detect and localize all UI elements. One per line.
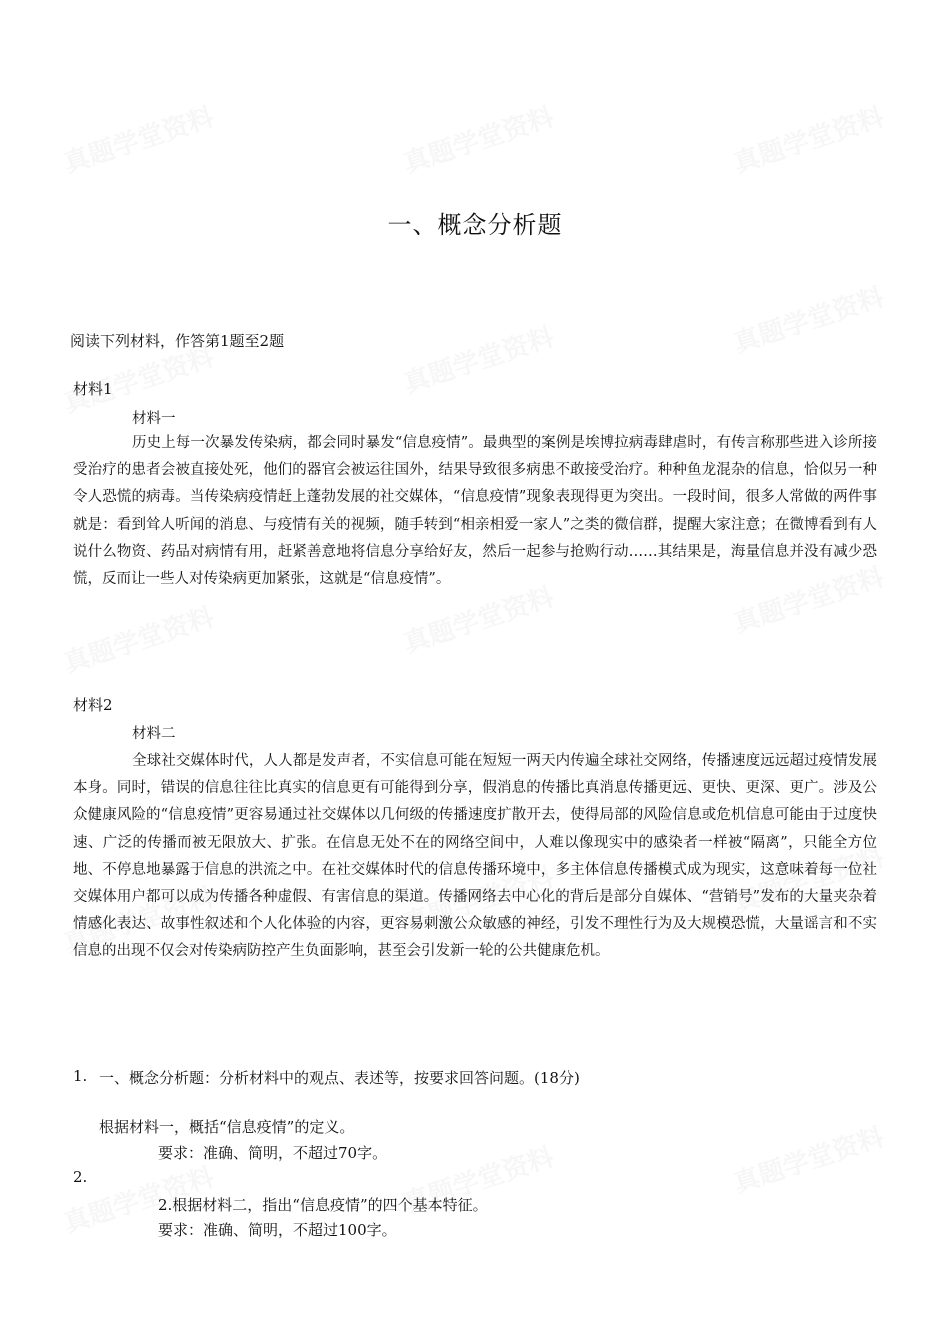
- material1-body: 历史上每一次暴发传染病，都会同时暴发“信息疫情”。最典型的案例是埃博拉病毒肆虐时，有传言称那些进入诊所接受治疗的患者会被直接处死，他们的器官会被运往国外，结果导致很多病患不敢接受治疗。种种鱼龙混杂的信息，恰似另一种令人恐慌的病毒。当传染病疫情赶上蓬勃发展的社交媒体，“信息疫情”现象表现得更为突出。一段时间，很多人常做的两件事就是：看到耸人听闻的消息、与疫情有关的视频，随手转到“相亲相爱一家人”之类的微信群，提醒大家注意；在微博看到有人说什么物资、药品对病情有用，赶紧善意地将信息分享给好友，然后一起参与抢购行动……其结果是，海量信息并没有减少恐慌，反而让一些人对传染病更加紧张，这就是“信息疫情”。: [73, 435, 877, 588]
- question1-prompt: 根据材料一，概括“信息疫情”的定义。: [99, 1118, 355, 1136]
- watermark-text: [728, 277, 888, 360]
- question1-number: 1.: [73, 1067, 88, 1085]
- watermark-text: [58, 597, 218, 680]
- material1-label: 材料1: [73, 380, 113, 398]
- watermark-text: [728, 1117, 888, 1200]
- watermark-text: [398, 97, 558, 180]
- question2-number: 2.: [73, 1168, 88, 1186]
- watermark-text: [728, 97, 888, 180]
- material1-subtitle: 材料一: [132, 411, 176, 427]
- material2-subtitle: 材料二: [132, 726, 176, 742]
- watermark-text: [398, 317, 558, 400]
- question1-requirement: 要求：准确、简明，不超过70字。: [158, 1144, 388, 1162]
- question2-requirement: 要求：准确、简明，不超过100字。: [158, 1221, 397, 1239]
- material2-body: 全球社交媒体时代，人人都是发声者，不实信息可能在短短一两天内传遍全球社交网络，传播速度远远超过疫情发展本身。同时，错误的信息往往比真实的信息更有可能得到分享，假消息的传播比真消息传播更远、更快、更深、更广。涉及公众健康风险的“信息疫情”更容易通过社交媒体以几何级的传播速度扩散开去，使得局部的风险信息或危机信息可能由于过度快速、广泛的传播而被无限放大、扩张。在信息无处不在的网络空间中，人难以像现实中的感染者一样被“隔离”，只能全方位地、不停息地暴露于信息的洪流之中。在社交媒体时代的信息传播环境中，多主体信息传播模式成为现实，这意味着每一位社交媒体用户都可以成为传播各种虚假、有害信息的渠道。传播网络去中心化的背后是部分自媒体、“营销号”发布的大量夹杂着情感化表达、故事性叙述和个人化体验的内容，更容易刺激公众敏感的神经，引发不理性行为及大规模恐慌，大量谣言和不实信息的出现不仅会对传染病防控产生负面影响，甚至会引发新一轮的公共健康危机。: [73, 753, 877, 960]
- question2-prompt: 2.根据材料二，指出“信息疫情”的四个基本特征。: [158, 1196, 488, 1214]
- reading-instruction: 阅读下列材料，作答第1题至2题: [70, 332, 285, 350]
- watermark-text: [58, 97, 218, 180]
- material2-label: 材料2: [73, 696, 113, 714]
- page-title: 一、概念分析题: [387, 211, 563, 239]
- question1-heading: 一、概念分析题：分析材料中的观点、表述等，按要求回答问题。(18分): [99, 1069, 580, 1087]
